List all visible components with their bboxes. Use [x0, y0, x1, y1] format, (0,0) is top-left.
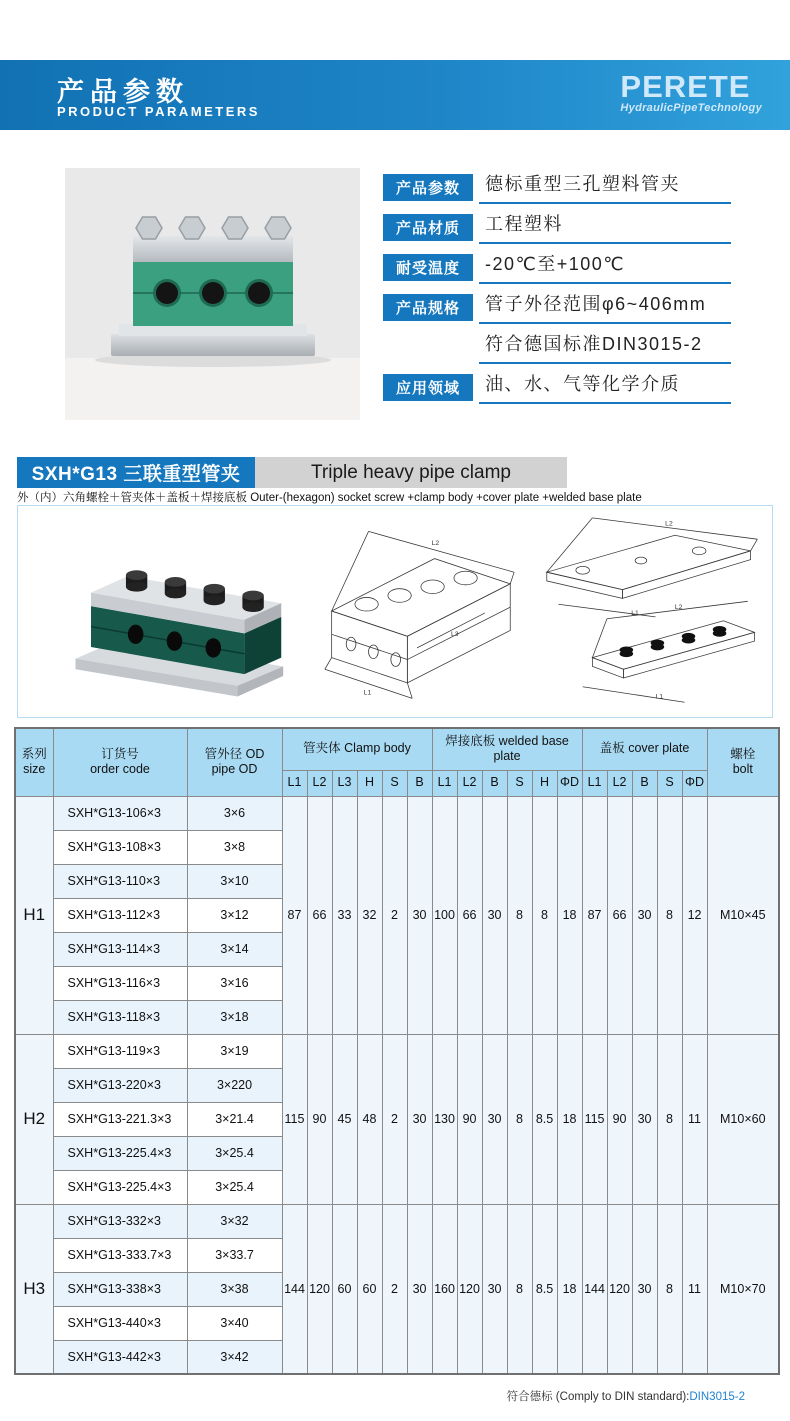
subcol-clamp-l1: L1 — [282, 770, 307, 796]
pipe-od: 3×6 — [187, 796, 282, 830]
pipe-od: 3×8 — [187, 830, 282, 864]
subcol-clamp-h: H — [357, 770, 382, 796]
base-b: 30 — [482, 796, 507, 1034]
order-code: SXH*G13-332×3 — [53, 1204, 187, 1238]
order-code: SXH*G13-333.7×3 — [53, 1238, 187, 1272]
order-code: SXH*G13-221.3×3 — [53, 1102, 187, 1136]
clamp-l2: 90 — [307, 1034, 332, 1204]
pipe-od: 3×40 — [187, 1306, 282, 1340]
spec-row-material — [383, 210, 731, 244]
clamp-s: 2 — [382, 796, 407, 1034]
clamp-b: 30 — [407, 1034, 432, 1204]
pipe-od: 3×25.4 — [187, 1170, 282, 1204]
clamp-l1: 115 — [282, 1034, 307, 1204]
order-code: SXH*G13-225.4×3 — [53, 1136, 187, 1170]
spec-label: 应用领域 — [383, 374, 473, 401]
cover-b: 30 — [632, 1034, 657, 1204]
base-h: 8 — [532, 796, 557, 1034]
order-code: SXH*G13-338×3 — [53, 1272, 187, 1306]
order-code: SXH*G13-118×3 — [53, 1000, 187, 1034]
clamp-l2: 66 — [307, 796, 332, 1034]
base-h: 8.5 — [532, 1204, 557, 1374]
subcol-base-phid: ΦD — [557, 770, 582, 796]
order-code: SXH*G13-442×3 — [53, 1340, 187, 1374]
subcol-cover-b: B — [632, 770, 657, 796]
pipe-od: 3×18 — [187, 1000, 282, 1034]
spec-value: 管子外径范围φ6~406mm — [479, 290, 731, 324]
clamp-s: 2 — [382, 1034, 407, 1204]
svg-text:L2: L2 — [431, 540, 440, 548]
subcol-cover-s: S — [657, 770, 682, 796]
brand-tagline: HydraulicPipeTechnology — [620, 102, 762, 114]
brand-logo — [620, 69, 762, 114]
cover-s: 8 — [657, 1204, 682, 1374]
product-photo — [65, 168, 360, 420]
clamp-b: 30 — [407, 1204, 432, 1374]
pipe-od: 3×12 — [187, 898, 282, 932]
cover-l2: 90 — [607, 1034, 632, 1204]
base-b: 30 — [482, 1034, 507, 1204]
svg-text:L1: L1 — [631, 609, 639, 617]
base-s: 8 — [507, 1204, 532, 1374]
section-title-en: Triple heavy pipe clamp — [255, 457, 567, 488]
subcol-base-l2: L2 — [457, 770, 482, 796]
col-header-size: 系列 size — [15, 728, 53, 796]
col-header-order-code: 订货号 order code — [53, 728, 187, 796]
clamp-body-drawing — [320, 509, 529, 714]
col-header-pipe-od: 管外径 OD pipe OD — [187, 728, 282, 796]
col-group-base-plate: 焊接底板 welded base plate — [432, 728, 582, 770]
cover-s: 8 — [657, 796, 682, 1034]
clamp-l3: 33 — [332, 796, 357, 1034]
col-header-bolt: 螺栓 bolt — [707, 728, 779, 796]
order-code: SXH*G13-220×3 — [53, 1068, 187, 1102]
page-header-banner — [0, 60, 790, 130]
cover-b: 30 — [632, 796, 657, 1034]
spec-value: 德标重型三孔塑料管夹 — [479, 170, 731, 204]
bolt-spec: M10×70 — [707, 1204, 779, 1374]
spec-value: -20℃至+100℃ — [479, 250, 731, 284]
base-h: 8.5 — [532, 1034, 557, 1204]
spec-label: 耐受温度 — [383, 254, 473, 281]
order-code: SXH*G13-112×3 — [53, 898, 187, 932]
spec-row-parameters — [383, 170, 731, 204]
subcol-cover-l1: L1 — [582, 770, 607, 796]
din-standard-note — [507, 1388, 745, 1404]
spec-value: 工程塑料 — [479, 210, 731, 244]
pipe-od: 3×220 — [187, 1068, 282, 1102]
order-code: SXH*G13-440×3 — [53, 1306, 187, 1340]
base-l2: 90 — [457, 1034, 482, 1204]
subcol-base-b: B — [482, 770, 507, 796]
section-title-cn: SXH*G13 三联重型管夹 — [17, 457, 255, 488]
subcol-clamp-l2: L2 — [307, 770, 332, 796]
size-cell: H2 — [15, 1034, 53, 1204]
svg-text:L2: L2 — [665, 520, 673, 528]
svg-text:L2: L2 — [674, 604, 683, 612]
subcol-cover-phid: ΦD — [682, 770, 707, 796]
pipe-od: 3×38 — [187, 1272, 282, 1306]
col-group-clamp-body: 管夹体 Clamp body — [282, 728, 432, 770]
spec-row-temperature — [383, 250, 731, 284]
order-code: SXH*G13-225.4×3 — [53, 1170, 187, 1204]
pipe-clamp-photo — [65, 168, 360, 420]
section-subtitle: 外（内）六角螺栓＋管夹体＋盖板＋焊接底板 Outer-(hexagon) socket screw +clamp body +cover plate +welded base plate — [17, 492, 642, 504]
clamp-h: 32 — [357, 796, 382, 1034]
din-note-text: 符合德标 (Comply to DIN standard): — [506, 1391, 690, 1403]
clamp-l1: 144 — [282, 1204, 307, 1374]
base-s: 8 — [507, 796, 532, 1034]
clamp-l1: 87 — [282, 796, 307, 1034]
clamp-h: 60 — [357, 1204, 382, 1374]
base-l1: 160 — [432, 1204, 457, 1374]
clamp-l2: 120 — [307, 1204, 332, 1374]
order-code: SXH*G13-110×3 — [53, 864, 187, 898]
col-group-cover-plate: 盖板 cover plate — [582, 728, 707, 770]
size-cell: H3 — [15, 1204, 53, 1374]
page-subtitle: PRODUCT PARAMETERS — [57, 104, 260, 119]
bolt-spec: M10×60 — [707, 1034, 779, 1204]
pipe-od: 3×33.7 — [187, 1238, 282, 1272]
page-title: 产品参数 — [57, 77, 189, 107]
base-l1: 130 — [432, 1034, 457, 1204]
spec-row-size-range — [383, 290, 731, 324]
table-row — [15, 1034, 779, 1068]
base-phid: 18 — [557, 1034, 582, 1204]
pipe-od: 3×21.4 — [187, 1102, 282, 1136]
order-code: SXH*G13-119×3 — [53, 1034, 187, 1068]
subcol-clamp-s: S — [382, 770, 407, 796]
spec-row-standard — [383, 330, 731, 364]
spec-label: 产品参数 — [383, 174, 473, 201]
base-s: 8 — [507, 1034, 532, 1204]
spec-value: 油、水、气等化学介质 — [479, 370, 731, 404]
order-code: SXH*G13-116×3 — [53, 966, 187, 1000]
order-code: SXH*G13-108×3 — [53, 830, 187, 864]
clamp-h: 48 — [357, 1034, 382, 1204]
cover-l1: 144 — [582, 1204, 607, 1374]
table-row — [15, 1204, 779, 1238]
base-l2: 120 — [457, 1204, 482, 1374]
pipe-od: 3×42 — [187, 1340, 282, 1374]
subcol-base-h: H — [532, 770, 557, 796]
cover-l1: 115 — [582, 1034, 607, 1204]
base-phid: 18 — [557, 796, 582, 1034]
technical-drawings-panel — [17, 505, 773, 718]
cover-phid: 11 — [682, 1204, 707, 1374]
spec-label: 产品材质 — [383, 214, 473, 241]
base-l1: 100 — [432, 796, 457, 1034]
pipe-od: 3×14 — [187, 932, 282, 966]
cover-s: 8 — [657, 1034, 682, 1204]
table-row — [15, 796, 779, 830]
bolt-spec: M10×45 — [707, 796, 779, 1034]
base-l2: 66 — [457, 796, 482, 1034]
order-code: SXH*G13-114×3 — [53, 932, 187, 966]
cover-b: 30 — [632, 1204, 657, 1374]
spec-list — [383, 170, 731, 410]
cover-phid: 12 — [682, 796, 707, 1034]
size-cell: H1 — [15, 796, 53, 1034]
clamp-3d-render — [58, 512, 310, 712]
clamp-b: 30 — [407, 796, 432, 1034]
parameters-table — [14, 727, 780, 1375]
cover-l2: 66 — [607, 796, 632, 1034]
parameters-table-wrap — [14, 727, 778, 1375]
spec-value: 符合德国标准DIN3015-2 — [479, 330, 731, 364]
base-phid: 18 — [557, 1204, 582, 1374]
cover-phid: 11 — [682, 1034, 707, 1204]
subcol-clamp-l3: L3 — [332, 770, 357, 796]
pipe-od: 3×10 — [187, 864, 282, 898]
din-standard-link[interactable]: DIN3015-2 — [689, 1391, 745, 1403]
subcol-base-l1: L1 — [432, 770, 457, 796]
svg-text:L3: L3 — [451, 631, 459, 639]
base-and-cover-plate-drawing — [539, 509, 772, 714]
order-code: SXH*G13-106×3 — [53, 796, 187, 830]
pipe-od: 3×19 — [187, 1034, 282, 1068]
brand-name: PERETE — [620, 69, 751, 104]
section-title — [17, 457, 567, 488]
cover-l1: 87 — [582, 796, 607, 1034]
clamp-l3: 60 — [332, 1204, 357, 1374]
subcol-clamp-b: B — [407, 770, 432, 796]
svg-text:L1: L1 — [364, 689, 372, 697]
subcol-cover-l2: L2 — [607, 770, 632, 796]
pipe-od: 3×16 — [187, 966, 282, 1000]
subcol-base-s: S — [507, 770, 532, 796]
clamp-l3: 45 — [332, 1034, 357, 1204]
base-b: 30 — [482, 1204, 507, 1374]
clamp-s: 2 — [382, 1204, 407, 1374]
svg-text:L1: L1 — [655, 693, 664, 701]
pipe-od: 3×25.4 — [187, 1136, 282, 1170]
spec-label: 产品规格 — [383, 294, 473, 321]
pipe-od: 3×32 — [187, 1204, 282, 1238]
cover-l2: 120 — [607, 1204, 632, 1374]
spec-row-application — [383, 370, 731, 404]
